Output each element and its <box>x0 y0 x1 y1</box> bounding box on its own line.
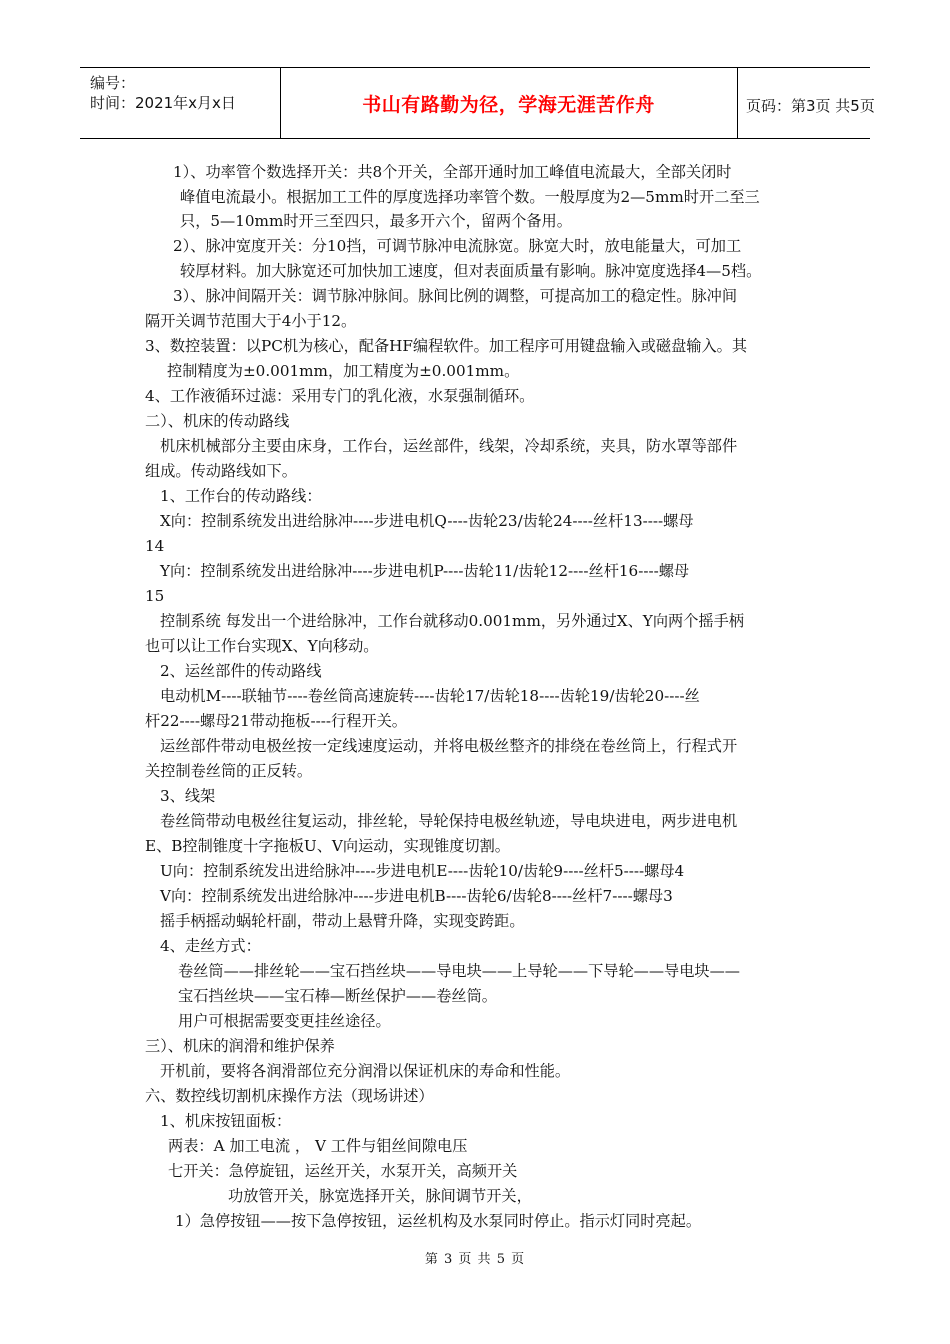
text-line: Y向：控制系统发出进给脉冲----步进电机P----齿轮11/齿轮12----丝杆16----螺母 <box>160 562 690 580</box>
text-line: 宝石挡丝块——宝石棒—断丝保护——卷丝筒。 <box>178 987 497 1005</box>
text-line: U向：控制系统发出进给脉冲----步进电机E----齿轮10/齿轮9----丝杆5----螺母4 <box>160 862 685 880</box>
text-line: 组成。传动路线如下。 <box>145 462 297 480</box>
text-line: 1）、功率管个数选择开关：共8个开关，全部开通时加工峰值电流最大，全部关闭时 <box>173 163 732 181</box>
text-line: 杆22----螺母21带动拖板----行程开关。 <box>145 712 407 730</box>
text-line: 4、工作液循环过滤：采用专门的乳化液，水泵强制循环。 <box>145 387 535 405</box>
text-line: 2、运丝部件的传动路线 <box>160 662 322 680</box>
text-line: 隔开关调节范围大于4小于12。 <box>145 312 357 330</box>
text-line: 也可以让工作台实现X、Y向移动。 <box>145 637 379 655</box>
page-header <box>80 67 875 139</box>
text-line: 功放管开关，脉宽选择开关，脉间调节开关， <box>228 1187 532 1205</box>
text-line: 15 <box>145 587 165 605</box>
text-line: 峰值电流最小。根据加工工件的厚度选择功率管个数。一般厚度为2—5mm时开二至三 <box>180 188 760 206</box>
text-line: 4、走丝方式： <box>160 937 261 955</box>
time-label: 时间：2021年x月x日 <box>90 94 236 112</box>
header-motto-cell <box>280 68 738 138</box>
section-heading: 三）、机床的润滑和维护保养 <box>145 1037 335 1055</box>
text-line: 七开关：急停旋钮，运丝开关，水泵开关，高频开关 <box>168 1162 518 1180</box>
text-line: 14 <box>145 537 165 555</box>
motto-text: 书山有路勤为径，学海无涯苦作舟 <box>362 94 655 116</box>
text-line: X向：控制系统发出进给脉冲----步进电机Q----齿轮23/齿轮24----丝杆13----螺母 <box>160 512 694 530</box>
text-line: 机床机械部分主要由床身，工作台，运丝部件，线架，冷却系统，夹具，防水罩等部件 <box>160 437 738 455</box>
text-line: 电动机M----联轴节----卷丝筒高速旋转----齿轮17/齿轮18----齿轮19/齿轮20----丝 <box>160 687 700 705</box>
text-line: 2）、脉冲宽度开关：分10挡，可调节脉冲电流脉宽。脉宽大时，放电能量大，可加工 <box>173 237 742 255</box>
number-label: 编号： <box>90 74 136 92</box>
text-line: 控制系统 每发出一个进给脉冲，工作台就移动0.001mm，另外通过X、Y向两个摇手柄 <box>160 612 744 630</box>
text-line: 1）急停按钮——按下急停按钮，运丝机构及水泵同时停止。指示灯同时亮起。 <box>175 1212 702 1230</box>
text-line: 3、线架 <box>160 787 216 805</box>
text-line: 卷丝筒——排丝轮——宝石挡丝块——导电块——上导轮——下导轮——导电块—— <box>178 962 740 980</box>
header-info-cell <box>80 68 281 138</box>
page-number-label: 页码：第3页 共5页 <box>746 97 875 115</box>
header-page-cell <box>737 68 875 138</box>
text-line: 运丝部件带动电极丝按一定线速度运动，并将电极丝整齐的排绕在卷丝筒上，行程式开 <box>160 737 738 755</box>
text-line: 用户可根据需要变更挂丝途径。 <box>178 1012 391 1030</box>
page-footer: 第 3 页 共 5 页 <box>424 1252 526 1267</box>
text-line: 控制精度为±0.001mm，加工精度为±0.001mm。 <box>167 362 520 380</box>
text-line: 两表：A 加工电流 ， V 工件与钼丝间隙电压 <box>168 1137 468 1155</box>
section-heading: 二）、机床的传动路线 <box>145 412 290 430</box>
text-line: 开机前，要将各润滑部位充分润滑以保证机床的寿命和性能。 <box>160 1062 571 1080</box>
text-line: 关控制卷丝筒的正反转。 <box>145 762 313 780</box>
text-line: 3、数控装置：以PC机为核心，配备HF编程软件。加工程序可用键盘输入或磁盘输入。其 <box>145 337 748 355</box>
text-line: 3）、脉冲间隔开关：调节脉冲脉间。脉间比例的调整，可提高加工的稳定性。脉冲间 <box>173 287 738 305</box>
text-line: E、B控制锥度十字拖板U、V向运动，实现锥度切割。 <box>145 837 510 855</box>
text-line: V向：控制系统发出进给脉冲----步进电机B----齿轮6/齿轮8----丝杆7----螺母3 <box>160 887 673 905</box>
text-line: 1、工作台的传动路线： <box>160 487 322 505</box>
text-line: 摇手柄摇动蜗轮杆副，带动上悬臂升降，实现变跨距。 <box>160 912 525 930</box>
text-line: 卷丝筒带动电极丝往复运动，排丝轮，导轮保持电极丝轨迹，导电块进电，两步进电机 <box>160 812 738 830</box>
text-line: 1、机床按钮面板： <box>160 1112 292 1130</box>
text-line: 较厚材料。加大脉宽还可加快加工速度，但对表面质量有影响。脉冲宽度选择4—5档。 <box>180 262 762 280</box>
text-line: 只，5—10mm时开三至四只，最多开六个，留两个备用。 <box>180 212 572 230</box>
section-heading: 六、数控线切割机床操作方法（现场讲述） <box>145 1087 434 1105</box>
